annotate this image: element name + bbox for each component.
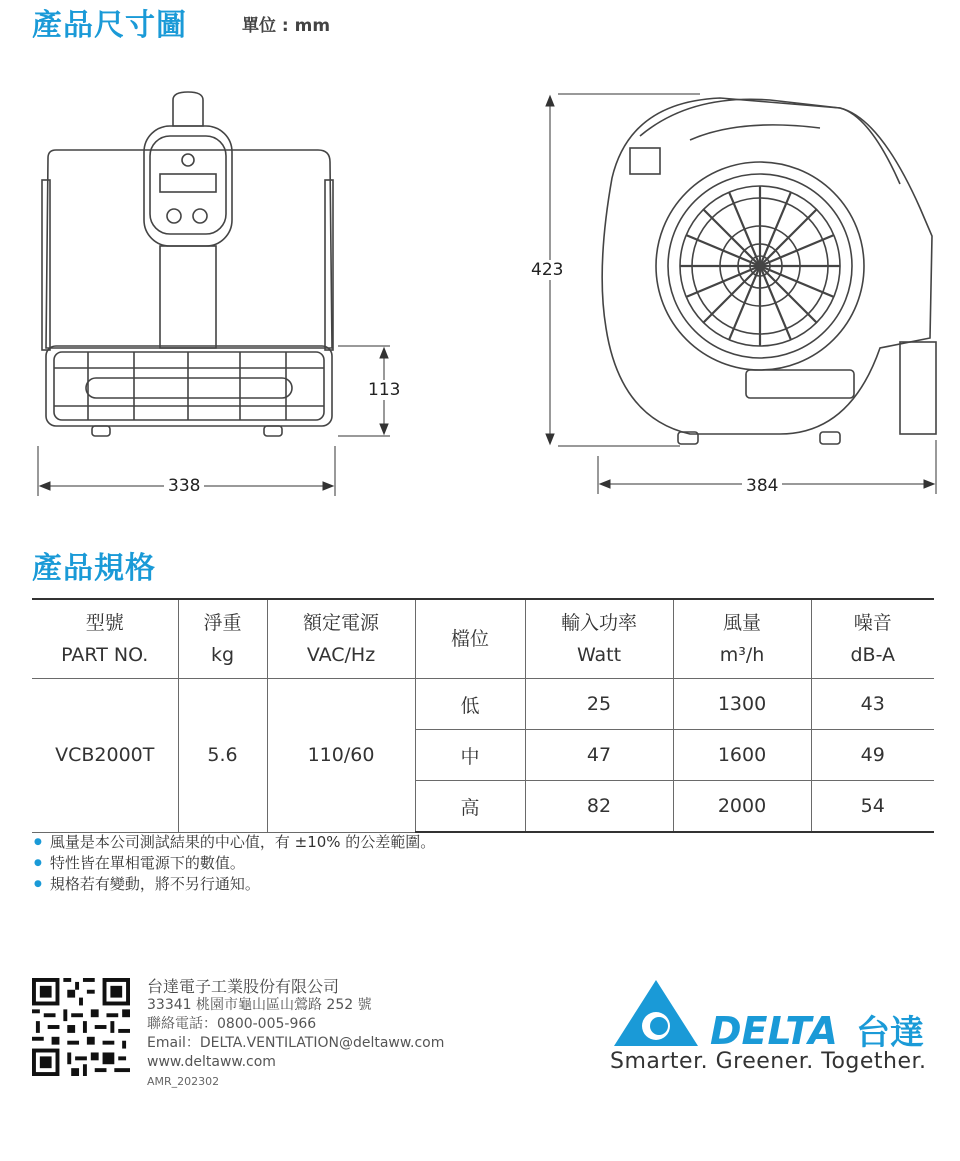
cell-speed: 高: [415, 781, 525, 833]
cell-watt: 47: [525, 730, 673, 781]
unit-label: 單位 : mm: [242, 16, 331, 36]
header-part-no: 型號 PART NO.: [32, 599, 178, 679]
side-view-drawing: [540, 88, 940, 498]
cell-power-supply: 110/60: [267, 679, 415, 833]
qr-code-image[interactable]: [32, 978, 130, 1076]
dimension-height-423: 423: [527, 260, 567, 280]
company-address: 33341 桃園市龜山區山鶯路 252 號: [147, 997, 372, 1013]
cell-airflow: 2000: [673, 781, 811, 833]
cell-airflow: 1300: [673, 679, 811, 730]
notes-list: [34, 832, 435, 895]
front-view-drawing: [28, 88, 408, 498]
company-phone[interactable]: 聯絡電話：0800-005-966: [147, 1016, 317, 1032]
cell-watt: 82: [525, 781, 673, 833]
cell-watt: 25: [525, 679, 673, 730]
document-code: AMR_202302: [147, 1075, 220, 1088]
header-noise: 噪音 dB-A: [811, 599, 934, 679]
header-airflow: 風量 m³/h: [673, 599, 811, 679]
note-item: ● 規格若有變動，將不另行通知。: [34, 874, 435, 895]
header-input-power: 輸入功率 Watt: [525, 599, 673, 679]
cell-weight: 5.6: [178, 679, 267, 833]
spec-section-title: 產品規格: [32, 551, 156, 586]
delta-logo: [610, 976, 930, 1048]
delta-logo-cjk: 台達: [856, 1013, 924, 1048]
dimension-height-113: 113: [364, 380, 404, 400]
company-email-link[interactable]: Email：DELTA.VENTILATION@deltaww.com: [147, 1035, 445, 1051]
company-name: 台達電子工業股份有限公司: [147, 977, 340, 996]
cell-speed: 中: [415, 730, 525, 781]
note-item: ● 風量是本公司測試結果的中心值，有 ±10% 的公差範圍。: [34, 832, 435, 853]
dimension-depth-384: 384: [742, 476, 782, 496]
header-power-supply: 額定電源 VAC/Hz: [267, 599, 415, 679]
company-website-link[interactable]: www.deltaww.com: [147, 1054, 276, 1070]
dimension-width-338: 338: [164, 476, 204, 496]
delta-logo-text: DELTA: [710, 1009, 838, 1048]
note-item: ● 特性皆在單相電源下的數值。: [34, 853, 435, 874]
company-info: [147, 977, 444, 1091]
cell-noise: 54: [811, 781, 934, 833]
table-row: [32, 679, 934, 730]
brand-slogan: Smarter. Greener. Together.: [610, 1049, 927, 1074]
dimension-section-title: 產品尺寸圖: [32, 8, 187, 43]
cell-noise: 43: [811, 679, 934, 730]
spec-header-row: [32, 599, 934, 679]
header-weight: 淨重 kg: [178, 599, 267, 679]
header-speed: 檔位: [415, 599, 525, 679]
cell-noise: 49: [811, 730, 934, 781]
cell-model: VCB2000T: [32, 679, 178, 833]
spec-table: [32, 598, 934, 833]
cell-airflow: 1600: [673, 730, 811, 781]
cell-speed: 低: [415, 679, 525, 730]
